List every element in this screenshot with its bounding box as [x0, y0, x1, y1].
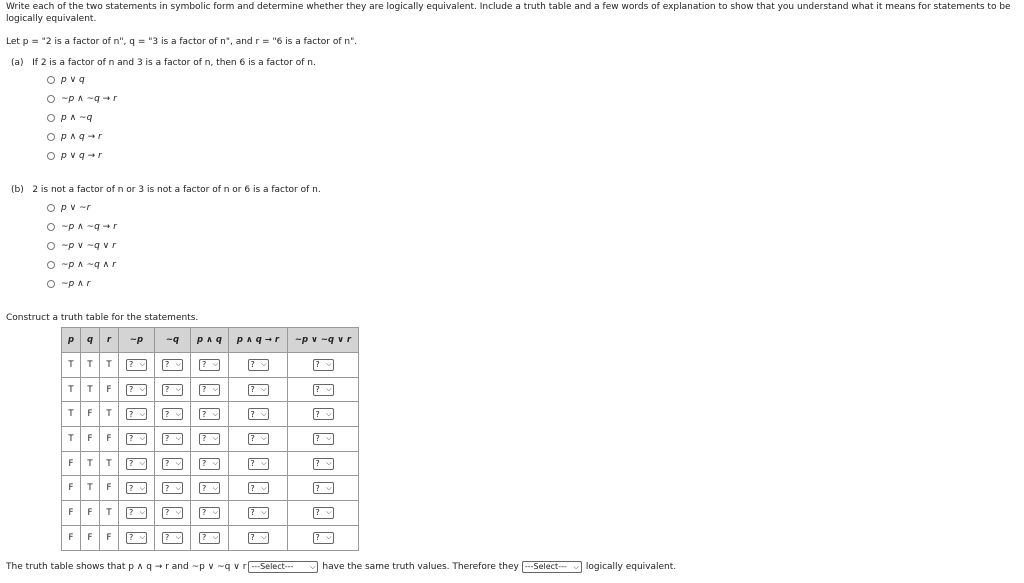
- instructions-line-2: logically equivalent.: [6, 14, 97, 24]
- answer-cell: [288, 427, 359, 452]
- chevron-down-icon: ⌵: [326, 533, 332, 542]
- select-value: ?: [165, 533, 170, 543]
- truth-value-cell: T: [62, 353, 81, 378]
- truth-value-select[interactable]: [126, 532, 147, 544]
- select-value: ?: [250, 459, 255, 469]
- select-value: ?: [250, 385, 255, 395]
- select-value: ?: [165, 483, 170, 493]
- truth-value-select[interactable]: [313, 458, 334, 470]
- truth-value-select[interactable]: [126, 458, 147, 470]
- select-value: ?: [165, 434, 170, 444]
- chevron-down-icon: ⌵: [212, 533, 218, 542]
- truth-table-row: [62, 353, 359, 378]
- truth-value-select[interactable]: [162, 532, 183, 544]
- column-header: q: [81, 328, 100, 353]
- option-label: ~p ∧ ~q ∧ r: [61, 260, 116, 270]
- part-a-option[interactable]: [47, 92, 117, 106]
- truth-value-select[interactable]: [162, 482, 183, 494]
- option-label: ~p ∨ ~q ∨ r: [61, 241, 116, 251]
- chevron-down-icon: ⌵: [326, 483, 332, 492]
- truth-table-row: [62, 451, 359, 476]
- answer-cell: [229, 451, 288, 476]
- instructions-line-1: Write each of the two statements in symbolic form and determine whether they are logically equivalent. Include a truth table and a few words of explanation to show that you understand what it means for statements to be: [6, 2, 1011, 12]
- part-a-option[interactable]: [47, 111, 92, 125]
- truth-table-row: [62, 525, 359, 550]
- option-label: ~p ∧ r: [61, 279, 91, 289]
- truth-value-cell: F: [81, 501, 100, 526]
- select-value: ?: [250, 533, 255, 543]
- select-value: ?: [129, 385, 134, 395]
- answer-cell: [229, 501, 288, 526]
- select-value: ?: [202, 360, 207, 370]
- chevron-down-icon: ⌵: [139, 385, 145, 394]
- select-value: ?: [315, 459, 320, 469]
- select-value: ?: [315, 483, 320, 493]
- select-value: ?: [129, 409, 134, 419]
- select-value: ?: [202, 533, 207, 543]
- column-header: p ∧ q: [191, 328, 229, 353]
- radio-button[interactable]: [47, 114, 55, 122]
- answer-cell: [191, 525, 229, 550]
- chevron-down-icon: ⌵: [261, 533, 267, 542]
- truth-value-select[interactable]: [199, 408, 220, 420]
- truth-value-cell: T: [62, 377, 81, 402]
- conclusion-middle: have the same truth values. Therefore they: [322, 562, 519, 572]
- select-value: ?: [129, 508, 134, 518]
- truth-value-cell: F: [81, 525, 100, 550]
- truth-table: [61, 327, 359, 551]
- chevron-down-icon: ⌵: [261, 434, 267, 443]
- truth-value-cell: F: [100, 427, 119, 452]
- chevron-down-icon: ⌵: [261, 360, 267, 369]
- select-value: ?: [202, 409, 207, 419]
- truth-value-cell: F: [62, 451, 81, 476]
- truth-value-cell: F: [62, 501, 81, 526]
- option-label: ~p ∧ ~q → r: [61, 94, 117, 104]
- truth-value-select[interactable]: [199, 359, 220, 371]
- truth-value-select[interactable]: [248, 384, 269, 396]
- answer-cell: [229, 427, 288, 452]
- chevron-down-icon: ⌵: [326, 360, 332, 369]
- option-label: p ∨ q: [61, 75, 85, 85]
- equivalence-truth-select[interactable]: [248, 561, 318, 573]
- answer-cell: [191, 476, 229, 501]
- select-value: ?: [315, 508, 320, 518]
- select-value: ?: [250, 434, 255, 444]
- truth-value-select[interactable]: [162, 359, 183, 371]
- chevron-down-icon: ⌵: [139, 508, 145, 517]
- radio-button[interactable]: [47, 204, 55, 212]
- part-b-statement: 2 is not a factor of n or 3 is not a factor of n or 6 is a factor of n.: [32, 185, 321, 195]
- part-a-statement: If 2 is a factor of n and 3 is a factor of n, then 6 is a factor of n.: [32, 58, 316, 68]
- chevron-down-icon: ⌵: [310, 562, 316, 571]
- part-b-option[interactable]: [47, 201, 90, 215]
- answer-cell: [288, 402, 359, 427]
- truth-value-select[interactable]: [248, 458, 269, 470]
- truth-value-cell: F: [100, 476, 119, 501]
- part-b-option[interactable]: [47, 220, 117, 234]
- truth-value-select[interactable]: [199, 482, 220, 494]
- truth-value-cell: T: [81, 353, 100, 378]
- truth-value-select[interactable]: [313, 507, 334, 519]
- answer-cell: [191, 427, 229, 452]
- chevron-down-icon: ⌵: [212, 483, 218, 492]
- part-b-option[interactable]: [47, 239, 116, 253]
- truth-value-cell: T: [62, 427, 81, 452]
- select-value: ?: [202, 508, 207, 518]
- chevron-down-icon: ⌵: [175, 409, 181, 418]
- truth-value-select[interactable]: [162, 507, 183, 519]
- answer-cell: [191, 353, 229, 378]
- truth-value-select[interactable]: [313, 532, 334, 544]
- truth-table-row: [62, 427, 359, 452]
- truth-table-row: [62, 377, 359, 402]
- select-value: ---Select---: [251, 562, 294, 571]
- truth-value-select[interactable]: [248, 482, 269, 494]
- select-value: ?: [165, 459, 170, 469]
- chevron-down-icon: ⌵: [212, 508, 218, 517]
- chevron-down-icon: ⌵: [326, 508, 332, 517]
- answer-cell: [155, 501, 191, 526]
- chevron-down-icon: ⌵: [326, 385, 332, 394]
- chevron-down-icon: ⌵: [175, 434, 181, 443]
- option-label: p ∧ q → r: [61, 132, 102, 142]
- truth-value-cell: T: [100, 353, 119, 378]
- truth-value-select[interactable]: [248, 433, 269, 445]
- answer-cell: [119, 451, 155, 476]
- chevron-down-icon: ⌵: [212, 385, 218, 394]
- truth-value-select[interactable]: [162, 384, 183, 396]
- truth-value-select[interactable]: [248, 507, 269, 519]
- answer-cell: [288, 501, 359, 526]
- select-value: ?: [250, 360, 255, 370]
- select-value: ?: [165, 385, 170, 395]
- answer-cell: [119, 402, 155, 427]
- select-value: ---Select---: [524, 562, 567, 571]
- chevron-down-icon: ⌵: [139, 459, 145, 468]
- select-value: ?: [129, 459, 134, 469]
- chevron-down-icon: ⌵: [261, 483, 267, 492]
- truth-value-select[interactable]: [126, 433, 147, 445]
- answer-cell: [155, 353, 191, 378]
- truth-value-select[interactable]: [199, 532, 220, 544]
- chevron-down-icon: ⌵: [212, 409, 218, 418]
- chevron-down-icon: ⌵: [175, 533, 181, 542]
- logically-equivalent-select[interactable]: [522, 561, 582, 573]
- chevron-down-icon: ⌵: [139, 533, 145, 542]
- radio-button[interactable]: [47, 261, 55, 269]
- option-label: p ∨ q → r: [61, 151, 102, 161]
- chevron-down-icon: ⌵: [261, 385, 267, 394]
- option-label: p ∧ ~q: [61, 113, 93, 123]
- chevron-down-icon: ⌵: [261, 459, 267, 468]
- conclusion-suffix: logically equivalent.: [585, 562, 677, 572]
- truth-value-cell: F: [62, 476, 81, 501]
- answer-cell: [229, 377, 288, 402]
- answer-cell: [191, 451, 229, 476]
- truth-value-select[interactable]: [199, 507, 220, 519]
- select-value: ?: [250, 483, 255, 493]
- truth-table-heading: Construct a truth table for the statements.: [6, 313, 199, 323]
- select-value: ?: [165, 409, 170, 419]
- part-b-option[interactable]: [47, 277, 90, 291]
- variable-definitions: Let p = "2 is a factor of n", q = "3 is a factor of n", and r = "6 is a factor of n".: [6, 37, 358, 47]
- part-a-option[interactable]: [47, 130, 102, 144]
- truth-value-select[interactable]: [199, 433, 220, 445]
- truth-value-cell: F: [81, 402, 100, 427]
- chevron-down-icon: ⌵: [139, 360, 145, 369]
- answer-cell: [288, 377, 359, 402]
- select-value: ?: [315, 385, 320, 395]
- select-value: ?: [202, 459, 207, 469]
- truth-value-select[interactable]: [162, 408, 183, 420]
- chevron-down-icon: ⌵: [326, 409, 332, 418]
- chevron-down-icon: ⌵: [212, 459, 218, 468]
- part-a-option[interactable]: [47, 73, 85, 87]
- truth-value-cell: T: [81, 377, 100, 402]
- answer-cell: [155, 402, 191, 427]
- answer-cell: [119, 476, 155, 501]
- answer-cell: [119, 501, 155, 526]
- answer-cell: [155, 377, 191, 402]
- conclusion-prefix: The truth table shows that p ∧ q → r and ~p ∨ ~q ∨ r: [6, 562, 247, 572]
- part-b-heading: [11, 184, 321, 196]
- chevron-down-icon: ⌵: [326, 459, 332, 468]
- truth-value-cell: F: [100, 525, 119, 550]
- conclusion-sentence: [6, 561, 676, 573]
- answer-cell: [229, 476, 288, 501]
- select-value: ?: [202, 385, 207, 395]
- truth-value-cell: F: [62, 525, 81, 550]
- answer-cell: [191, 501, 229, 526]
- truth-value-select[interactable]: [162, 433, 183, 445]
- answer-cell: [119, 353, 155, 378]
- part-a-option[interactable]: [47, 149, 102, 163]
- truth-value-cell: T: [100, 402, 119, 427]
- chevron-down-icon: ⌵: [175, 385, 181, 394]
- column-header: p ∧ q → r: [229, 328, 288, 353]
- chevron-down-icon: ⌵: [261, 409, 267, 418]
- truth-value-cell: T: [100, 501, 119, 526]
- column-header: r: [100, 328, 119, 353]
- select-value: ?: [129, 434, 134, 444]
- chevron-down-icon: ⌵: [139, 434, 145, 443]
- chevron-down-icon: ⌵: [212, 360, 218, 369]
- answer-cell: [288, 451, 359, 476]
- truth-value-select[interactable]: [313, 408, 334, 420]
- chevron-down-icon: ⌵: [261, 508, 267, 517]
- truth-value-select[interactable]: [313, 359, 334, 371]
- answer-cell: [288, 525, 359, 550]
- part-b-label: (b): [11, 185, 24, 195]
- truth-value-cell: T: [81, 451, 100, 476]
- truth-value-select[interactable]: [162, 458, 183, 470]
- truth-value-select[interactable]: [199, 458, 220, 470]
- truth-value-cell: T: [81, 476, 100, 501]
- select-value: ?: [315, 434, 320, 444]
- answer-cell: [191, 402, 229, 427]
- radio-button[interactable]: [47, 242, 55, 250]
- radio-button[interactable]: [47, 95, 55, 103]
- part-a-label: (a): [11, 58, 24, 68]
- chevron-down-icon: ⌵: [326, 434, 332, 443]
- truth-value-select[interactable]: [248, 408, 269, 420]
- truth-value-select[interactable]: [248, 359, 269, 371]
- radio-button[interactable]: [47, 223, 55, 231]
- column-header: ~p ∨ ~q ∨ r: [288, 328, 359, 353]
- select-value: ?: [315, 533, 320, 543]
- truth-table-header-row: [62, 328, 359, 353]
- radio-button[interactable]: [47, 133, 55, 141]
- part-a-heading: [11, 57, 316, 69]
- truth-table-row: [62, 476, 359, 501]
- chevron-down-icon: ⌵: [139, 409, 145, 418]
- option-label: ~p ∧ ~q → r: [61, 222, 117, 232]
- select-value: ?: [129, 483, 134, 493]
- answer-cell: [155, 427, 191, 452]
- radio-button[interactable]: [47, 280, 55, 288]
- truth-value-cell: F: [100, 377, 119, 402]
- truth-value-select[interactable]: [126, 359, 147, 371]
- answer-cell: [229, 402, 288, 427]
- select-value: ?: [250, 409, 255, 419]
- chevron-down-icon: ⌵: [573, 562, 579, 571]
- answer-cell: [119, 525, 155, 550]
- truth-value-select[interactable]: [248, 532, 269, 544]
- select-value: ?: [202, 434, 207, 444]
- chevron-down-icon: ⌵: [175, 483, 181, 492]
- select-value: ?: [315, 360, 320, 370]
- select-value: ?: [129, 533, 134, 543]
- truth-value-cell: F: [81, 427, 100, 452]
- answer-cell: [119, 377, 155, 402]
- chevron-down-icon: ⌵: [139, 483, 145, 492]
- select-value: ?: [250, 508, 255, 518]
- chevron-down-icon: ⌵: [175, 360, 181, 369]
- truth-value-select[interactable]: [313, 384, 334, 396]
- answer-cell: [191, 377, 229, 402]
- select-value: ?: [165, 508, 170, 518]
- answer-cell: [229, 525, 288, 550]
- answer-cell: [288, 476, 359, 501]
- truth-value-select[interactable]: [126, 384, 147, 396]
- truth-table-row: [62, 501, 359, 526]
- column-header: p: [62, 328, 81, 353]
- truth-table-row: [62, 402, 359, 427]
- truth-value-select[interactable]: [126, 482, 147, 494]
- chevron-down-icon: ⌵: [175, 459, 181, 468]
- column-header: ~p: [119, 328, 155, 353]
- answer-cell: [155, 476, 191, 501]
- part-b-option[interactable]: [47, 258, 116, 272]
- select-value: ?: [129, 360, 134, 370]
- answer-cell: [229, 353, 288, 378]
- truth-value-cell: T: [100, 451, 119, 476]
- select-value: ?: [202, 483, 207, 493]
- answer-cell: [119, 427, 155, 452]
- radio-button[interactable]: [47, 76, 55, 84]
- truth-value-select[interactable]: [126, 408, 147, 420]
- chevron-down-icon: ⌵: [175, 508, 181, 517]
- answer-cell: [155, 451, 191, 476]
- truth-value-select[interactable]: [313, 482, 334, 494]
- answer-cell: [155, 525, 191, 550]
- select-value: ?: [315, 409, 320, 419]
- chevron-down-icon: ⌵: [212, 434, 218, 443]
- option-label: p ∨ ~r: [61, 203, 91, 213]
- column-header: ~q: [155, 328, 191, 353]
- answer-cell: [288, 353, 359, 378]
- radio-button[interactable]: [47, 152, 55, 160]
- truth-value-select[interactable]: [126, 507, 147, 519]
- select-value: ?: [165, 360, 170, 370]
- truth-value-select[interactable]: [199, 384, 220, 396]
- truth-value-select[interactable]: [313, 433, 334, 445]
- truth-value-cell: T: [62, 402, 81, 427]
